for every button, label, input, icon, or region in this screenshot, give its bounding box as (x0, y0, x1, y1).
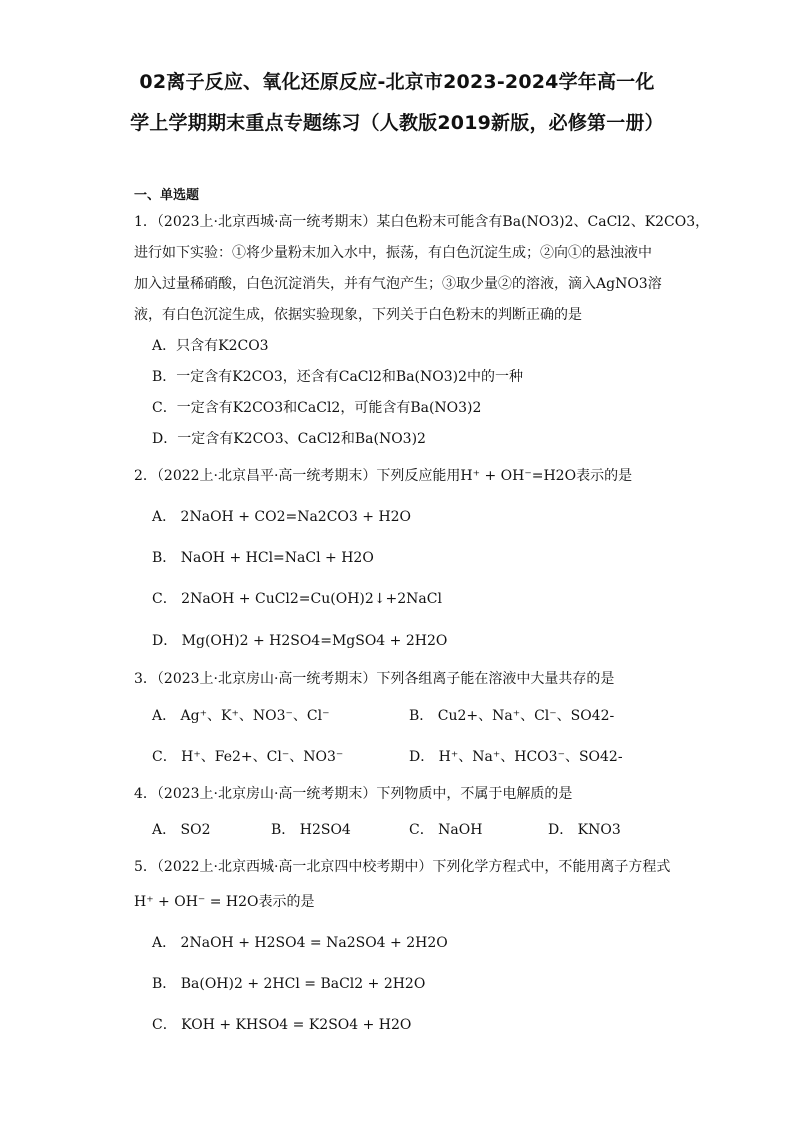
q1-option-c: C．一定含有K2CO3和CaCl2，可能含有Ba(NO3)2 (152, 400, 482, 416)
q5-option-c: C． KOH + KHSO4 = K2SO4 + H2O (152, 1017, 412, 1033)
q3-option-d: D． H⁺、Na⁺、HCO3⁻、SO42- (409, 749, 623, 765)
section-heading: 一、单选题 (134, 188, 200, 203)
q2-stem: 2．（2022上·北京昌平·高一统考期末）下列反应能用H⁺ + OH⁻=H2O表示的是 (134, 468, 633, 484)
q1-stem-line-3: 加入过量稀硝酸，白色沉淀消失，并有气泡产生；③取少量②的溶液，滴入AgNO3溶 (134, 276, 662, 292)
q1-stem-line-1: 1．（2023上·北京西城·高一统考期末）某白色粉末可能含有Ba(NO3)2、CaCl2、K2CO3， (134, 214, 710, 230)
q4-option-a: A． SO2 (152, 822, 211, 838)
q1-option-a: A．只含有K2CO3 (152, 338, 269, 354)
q3-option-a: A． Ag⁺、K⁺、NO3⁻、Cl⁻ (152, 708, 330, 724)
q1-option-b: B．一定含有K2CO3，还含有CaCl2和Ba(NO3)2中的一种 (152, 369, 524, 385)
q4-option-b: B． H2SO4 (271, 822, 351, 838)
q2-option-d: D． Mg(OH)2 + H2SO4=MgSO4 + 2H2O (152, 633, 448, 649)
q4-option-c: C． NaOH (409, 822, 483, 838)
q3-option-c: C． H⁺、Fe2+、Cl⁻、NO3⁻ (152, 749, 344, 765)
q5-option-a: A． 2NaOH + H2SO4 = Na2SO4 + 2H2O (152, 935, 448, 951)
q3-option-b: B． Cu2+、Na⁺、Cl⁻、SO42- (409, 708, 615, 724)
document-title-line-1: 02离子反应、氧化还原反应-北京市2023-2024学年高一化 (139, 71, 655, 93)
q2-option-c: C． 2NaOH + CuCl2=Cu(OH)2↓+2NaCl (152, 591, 442, 607)
document-title-line-2: 学上学期期末重点专题练习（人教版2019新版，必修第一册） (130, 112, 664, 134)
q1-option-d: D．一定含有K2CO3、CaCl2和Ba(NO3)2 (152, 431, 426, 447)
q5-stem-line-1: 5．（2022上·北京西城·高一北京四中校考期中）下列化学方程式中，不能用离子方程式 (134, 859, 671, 875)
q1-stem-line-2: 进行如下实验：①将少量粉末加入水中，振荡，有白色沉淀生成；②向①的悬浊液中 (134, 245, 652, 261)
q1-stem-line-4: 液，有白色沉淀生成，依据实验现象，下列关于白色粉末的判断正确的是 (134, 307, 582, 323)
q3-stem: 3．（2023上·北京房山·高一统考期末）下列各组离子能在溶液中大量共存的是 (134, 671, 615, 687)
q2-option-b: B． NaOH + HCl=NaCl + H2O (152, 550, 374, 566)
q4-option-d: D． KNO3 (548, 822, 621, 838)
q4-stem: 4．（2023上·北京房山·高一统考期末）下列物质中，不属于电解质的是 (134, 786, 573, 802)
q5-option-b: B． Ba(OH)2 + 2HCl = BaCl2 + 2H2O (152, 976, 426, 992)
q5-stem-line-2: H⁺ + OH⁻ = H2O表示的是 (134, 894, 315, 910)
q2-option-a: A． 2NaOH + CO2=Na2CO3 + H2O (152, 509, 412, 525)
